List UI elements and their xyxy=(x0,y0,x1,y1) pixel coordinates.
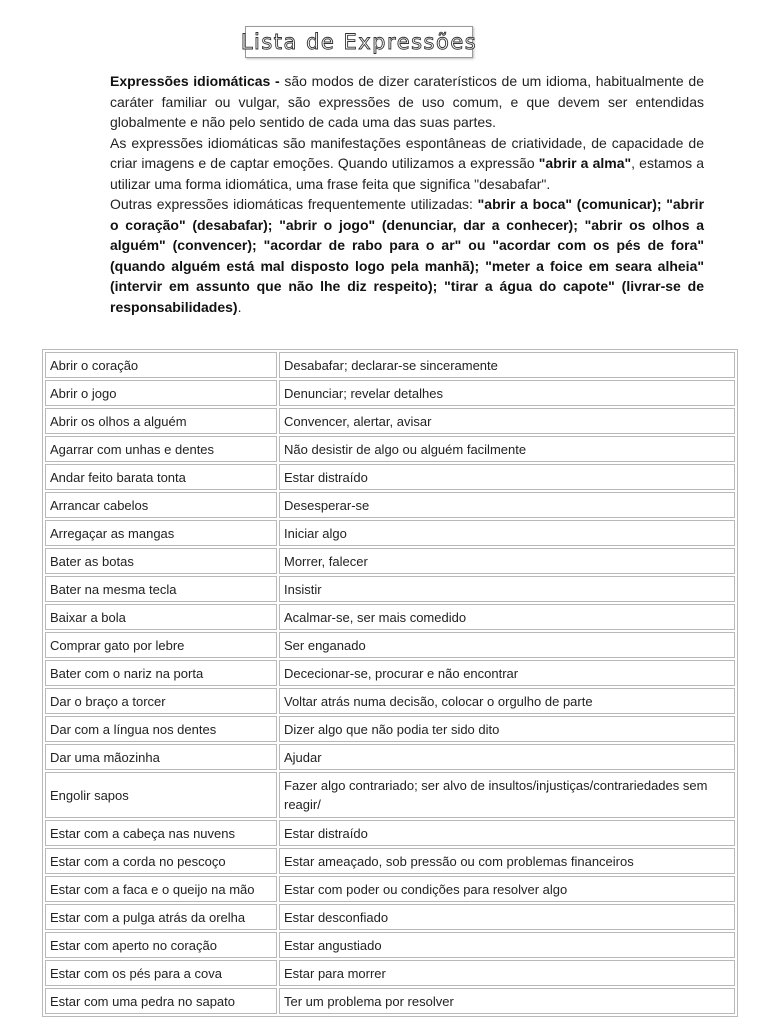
table-row xyxy=(45,520,735,546)
table-row xyxy=(45,932,735,958)
table-row xyxy=(45,492,735,518)
expression-cell: Dar uma mãozinha xyxy=(45,744,277,770)
intro-third-text-end: . xyxy=(237,298,242,315)
table-row xyxy=(45,352,735,378)
meaning-cell: Denunciar; revelar detalhes xyxy=(279,380,735,406)
intro-example-term: "abrir a alma" xyxy=(538,155,632,171)
meaning-cell: Convencer, alertar, avisar xyxy=(279,408,735,434)
expression-cell: Estar com os pés para a cova xyxy=(45,960,277,986)
meaning-cell: Estar desconfiado xyxy=(279,904,735,930)
meaning-cell: Insistir xyxy=(279,576,735,602)
title-box xyxy=(240,26,478,58)
expression-cell: Baixar a bola xyxy=(45,604,277,630)
expression-cell: Dar com a língua nos dentes xyxy=(45,716,277,742)
meaning-cell: Ser enganado xyxy=(279,632,735,658)
table-row xyxy=(45,988,735,1014)
meaning-cell: Dececionar-se, procurar e não encontrar xyxy=(279,660,735,686)
page-title: Lista de Expressões xyxy=(240,30,478,54)
table-row xyxy=(45,408,735,434)
table-row xyxy=(45,660,735,686)
meaning-cell: Voltar atrás numa decisão, colocar o orgulho de parte xyxy=(279,688,735,714)
meaning-cell: Estar ameaçado, sob pressão ou com problemas financeiros xyxy=(279,848,735,874)
expression-cell: Dar o braço a torcer xyxy=(45,688,277,714)
intro-examples-list: "abrir a boca" (comunicar); "abrir o coração" (desabafar); "abrir o jogo" (denunciar, dar a conhecer); "abrir os olhos a alguém" (convencer); "acordar de rabo para o ar" ou "acordar com os pés de fora" (quando alguém está mal disposto logo pela manhã); "meter a foice em seara alheia" (intervir em assunto que não lhe diz respeito); "tirar a água do capote" (livrar-se de responsabilidades) xyxy=(110,196,705,315)
expression-cell: Estar com a pulga atrás da orelha xyxy=(45,904,277,930)
intro-second-text-a: As expressões idiomáticas são manifestações espontâneas de criatividade, de capacidade de criar imagens e de captar emoções. Quando utilizamos a expressão xyxy=(110,134,704,171)
table-row xyxy=(45,380,735,406)
expression-cell: Engolir sapos xyxy=(45,772,277,818)
expression-cell: Abrir o coração xyxy=(45,352,277,378)
intro-third-text-a: Outras expressões idiomáticas frequentemente utilizadas: xyxy=(110,196,478,212)
table-row xyxy=(45,436,735,462)
meaning-cell: Fazer algo contrariado; ser alvo de insultos/injustiças/contrariedades sem reagir/ xyxy=(279,772,735,818)
table-row xyxy=(45,876,735,902)
table-row xyxy=(45,960,735,986)
expression-cell: Agarrar com unhas e dentes xyxy=(45,436,277,462)
meaning-cell: Desabafar; declarar-se sinceramente xyxy=(279,352,735,378)
expression-cell: Estar com aperto no coração xyxy=(45,932,277,958)
meaning-cell: Estar distraído xyxy=(279,464,735,490)
expression-cell: Abrir os olhos a alguém xyxy=(45,408,277,434)
table-row xyxy=(45,688,735,714)
table-row xyxy=(45,632,735,658)
table-row xyxy=(45,464,735,490)
meaning-cell: Dizer algo que não podia ter sido dito xyxy=(279,716,735,742)
meaning-cell: Não desistir de algo ou alguém facilmente xyxy=(279,436,735,462)
expression-cell: Estar com uma pedra no sapato xyxy=(45,988,277,1014)
table-row xyxy=(45,772,735,818)
meaning-cell: Estar para morrer xyxy=(279,960,735,986)
expression-cell: Estar com a faca e o queijo na mão xyxy=(45,876,277,902)
meaning-cell: Morrer, falecer xyxy=(279,548,735,574)
table-row xyxy=(45,904,735,930)
expression-cell: Bater com o nariz na porta xyxy=(45,660,277,686)
table-row xyxy=(45,820,735,846)
intro-second-text-b: , estamos a utilizar uma forma idiomática, uma frase feita que significa "desabafar". xyxy=(110,155,704,192)
expression-cell: Bater na mesma tecla xyxy=(45,576,277,602)
expression-cell: Arrancar cabelos xyxy=(45,492,277,518)
expression-cell: Bater as botas xyxy=(45,548,277,574)
meaning-cell: Ajudar xyxy=(279,744,735,770)
meaning-cell: Desesperar-se xyxy=(279,492,735,518)
expressions-table-body xyxy=(45,352,735,1014)
table-row xyxy=(45,744,735,770)
expression-cell: Arregaçar as mangas xyxy=(45,520,277,546)
expressions-table xyxy=(42,349,738,1017)
intro-paragraph xyxy=(110,71,704,317)
intro-definition-text: são modos de dizer caraterísticos de um idioma, habitualmente de caráter familiar ou vulgar, são expressões de uso comum, e que devem ser entendidas globalmente e não pelo sentido de cada uma das suas partes. xyxy=(110,73,704,130)
meaning-cell: Estar angustiado xyxy=(279,932,735,958)
intro-definition-term: Expressões idiomáticas - xyxy=(110,73,280,89)
table-row xyxy=(45,848,735,874)
meaning-cell: Ter um problema por resolver xyxy=(279,988,735,1014)
table-row xyxy=(45,576,735,602)
table-row xyxy=(45,716,735,742)
meaning-cell: Iniciar algo xyxy=(279,520,735,546)
meaning-cell: Acalmar-se, ser mais comedido xyxy=(279,604,735,630)
meaning-cell: Estar distraído xyxy=(279,820,735,846)
meaning-cell: Estar com poder ou condições para resolver algo xyxy=(279,876,735,902)
expression-cell: Andar feito barata tonta xyxy=(45,464,277,490)
table-row xyxy=(45,604,735,630)
expression-cell: Estar com a cabeça nas nuvens xyxy=(45,820,277,846)
table-row xyxy=(45,548,735,574)
expression-cell: Abrir o jogo xyxy=(45,380,277,406)
expression-cell: Comprar gato por lebre xyxy=(45,632,277,658)
expression-cell: Estar com a corda no pescoço xyxy=(45,848,277,874)
